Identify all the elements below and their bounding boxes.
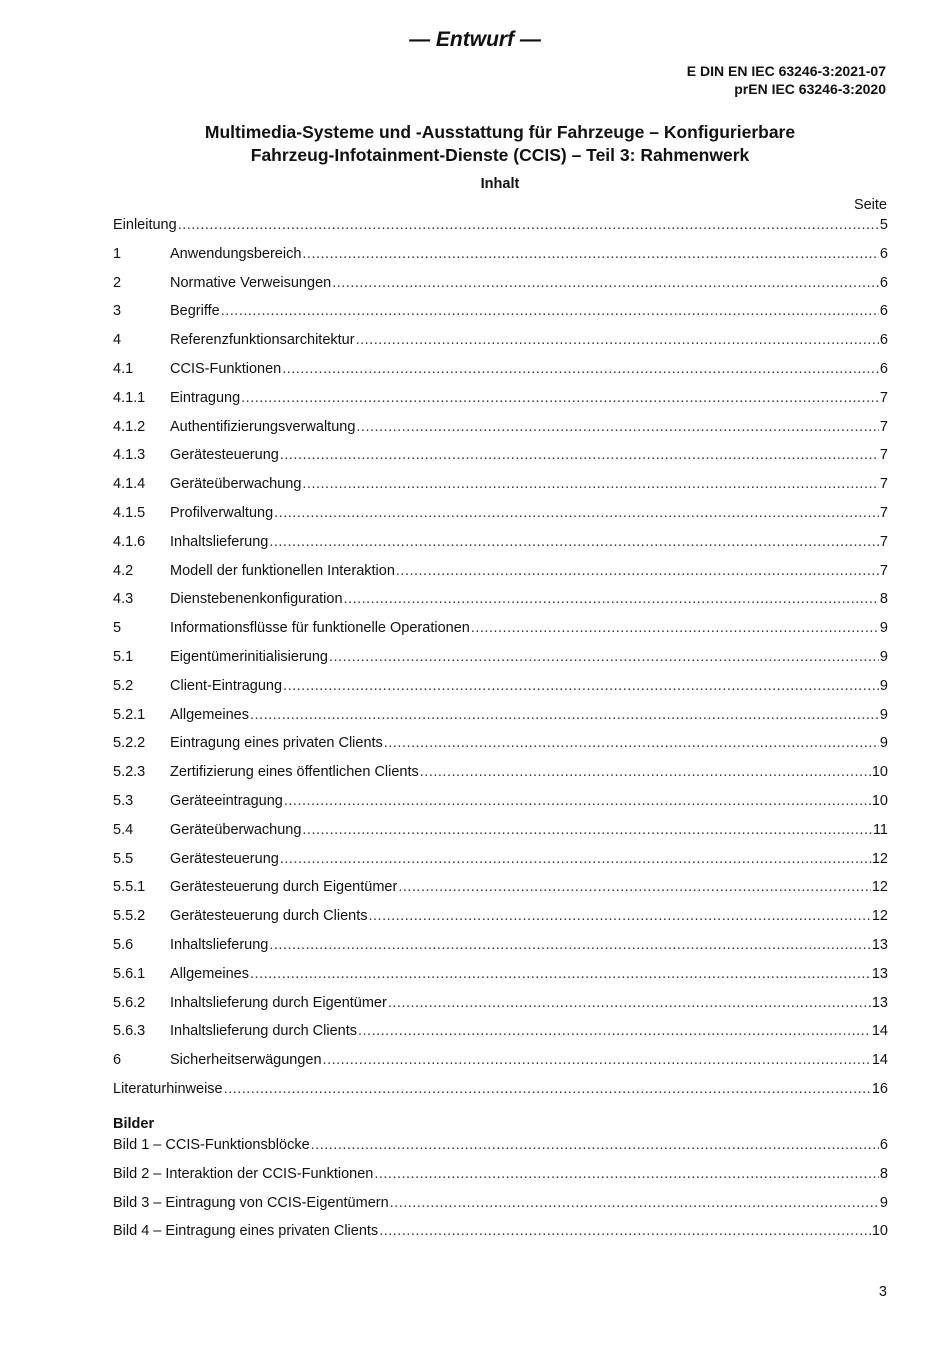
toc-entry-label: Inhaltslieferung: [170, 936, 269, 953]
table-of-contents: [113, 214, 888, 1107]
toc-entry-page: 9: [879, 735, 888, 752]
dot-leader: [398, 876, 871, 898]
toc-entry-page: 7: [879, 476, 888, 493]
toc-entry-page: 7: [879, 389, 888, 406]
toc-entry-label: Informationsflüsse für funktionelle Operationen: [170, 620, 470, 637]
toc-entry-page: 14: [871, 1023, 888, 1040]
toc-entry-label: Eigentümerinitialisierung: [170, 648, 328, 665]
toc-entry-label: Anwendungsbereich: [170, 245, 302, 262]
pren-document-number: prEN IEC 63246-3:2020: [734, 81, 886, 97]
dot-leader: [280, 444, 879, 466]
dot-leader: [302, 473, 879, 495]
toc-entry[interactable]: [113, 790, 888, 819]
toc-entry-label: Eintragung: [170, 389, 241, 406]
toc-heading: Inhalt: [480, 176, 520, 192]
toc-entry[interactable]: [113, 329, 888, 358]
toc-entry[interactable]: [113, 502, 888, 531]
dot-leader: [269, 934, 871, 956]
toc-entry-page: 10: [871, 764, 888, 781]
toc-entry-label: Zertifizierung eines öffentlichen Clients: [170, 764, 419, 781]
toc-entry[interactable]: [113, 1049, 888, 1078]
dot-leader: [284, 790, 871, 812]
toc-entry-label: Gerätesteuerung: [170, 850, 279, 867]
toc-entry-number: 2: [113, 274, 122, 291]
toc-entry-number: 4.1.3: [113, 447, 146, 464]
toc-entry[interactable]: [113, 387, 888, 416]
figure-entry[interactable]: [113, 1192, 888, 1221]
toc-entry-page: 13: [871, 936, 888, 953]
toc-entry-page: 7: [879, 533, 888, 550]
toc-entry-label: Gerätesteuerung durch Clients: [170, 908, 368, 925]
toc-entry-page: 16: [871, 1080, 888, 1097]
toc-entry[interactable]: [113, 416, 888, 445]
toc-entry-label: Gerätesteuerung: [170, 447, 279, 464]
toc-entry-page: 5: [879, 217, 888, 233]
toc-entry[interactable]: [113, 761, 888, 790]
toc-entry-page: 12: [871, 879, 888, 896]
toc-entry-number: 5.1: [113, 648, 134, 665]
document-identifier: [687, 62, 886, 98]
toc-entry-label: Literaturhinweise: [113, 1080, 223, 1097]
toc-entry-number: 5.5: [113, 850, 134, 867]
toc-entry[interactable]: [113, 732, 888, 761]
dot-leader: [283, 675, 879, 697]
toc-entry-number: 4.1.6: [113, 533, 146, 550]
toc-entry-label: Client-Eintragung: [170, 677, 283, 694]
document-title: [0, 121, 950, 167]
toc-entry-number: 5.6: [113, 936, 134, 953]
toc-entry-page: 13: [871, 994, 888, 1011]
toc-entry-label: Referenzfunktionsarchitektur: [170, 332, 355, 349]
dot-leader: [471, 617, 879, 639]
figure-entry-label: Bild 2 – Interaktion der CCIS-Funktionen: [113, 1165, 374, 1182]
dot-leader: [356, 329, 879, 351]
toc-entry-label: Inhaltslieferung durch Eigentümer: [170, 994, 387, 1011]
toc-entry[interactable]: [113, 358, 888, 387]
toc-entry-label: Dienstebenenkonfiguration: [170, 591, 343, 608]
toc-entry[interactable]: [113, 1020, 888, 1049]
toc-entry-number: 4: [113, 332, 122, 349]
dot-leader: [250, 963, 871, 985]
title-line-2: Fahrzeug-Infotainment-Dienste (CCIS) – Teil 3: Rahmenwerk: [250, 145, 750, 165]
figure-entry[interactable]: [113, 1163, 888, 1192]
toc-entry-number: 5.2.2: [113, 735, 146, 752]
toc-entry-number: 5.3: [113, 792, 134, 809]
toc-entry-label: Geräteüberwachung: [170, 476, 302, 493]
dot-leader: [280, 848, 871, 870]
dot-leader: [358, 1020, 871, 1042]
toc-entry-number: 5.2: [113, 677, 134, 694]
toc-entry-number: 4.1.5: [113, 504, 146, 521]
dot-leader: [224, 1078, 871, 1100]
toc-entry-page: 7: [879, 447, 888, 464]
toc-entry[interactable]: [113, 444, 888, 473]
toc-entry-number: 4.1.4: [113, 476, 146, 493]
figure-entry-label: Bild 4 – Eintragung eines privaten Clients: [113, 1223, 379, 1240]
toc-entry-page: 12: [871, 850, 888, 867]
toc-entry-number: 5.6.3: [113, 1023, 146, 1040]
toc-entry[interactable]: [113, 934, 888, 963]
toc-entry-number: 5: [113, 620, 122, 637]
toc-entry-number: 4.1.2: [113, 418, 146, 435]
toc-entry-label: Inhaltslieferung: [170, 533, 269, 550]
dot-leader: [368, 905, 870, 927]
figure-entry-page: 10: [871, 1223, 888, 1240]
toc-entry[interactable]: [113, 272, 888, 301]
dot-leader: [241, 387, 879, 409]
toc-entry-page: 6: [879, 303, 888, 320]
toc-entry-number: 5.4: [113, 821, 134, 838]
toc-entry-label: Modell der funktionellen Interaktion: [170, 562, 395, 579]
toc-entry-page: 7: [879, 418, 888, 435]
dot-leader: [250, 704, 879, 726]
dot-leader: [356, 416, 879, 438]
toc-entry-number: 3: [113, 303, 122, 320]
toc-entry[interactable]: [113, 675, 888, 704]
toc-entry-page: 13: [871, 965, 888, 982]
toc-entry-label: Geräteeintragung: [170, 792, 283, 809]
toc-entry-number: 4.3: [113, 591, 134, 608]
toc-entry-page: 6: [879, 332, 888, 349]
toc-entry-page: 7: [879, 504, 888, 521]
toc-entry-label: Geräteüberwachung: [170, 821, 302, 838]
toc-entry[interactable]: [113, 243, 888, 272]
toc-entry-label: Begriffe: [170, 303, 220, 320]
figure-list: [113, 1114, 888, 1249]
toc-entry-page: 10: [871, 792, 888, 809]
toc-entry-label: Normative Verweisungen: [170, 274, 332, 291]
toc-entry-page: 9: [879, 706, 888, 723]
dot-leader: [332, 272, 879, 294]
figure-entry[interactable]: [113, 1134, 888, 1163]
toc-entry[interactable]: [113, 963, 888, 992]
toc-entry-page: 8: [879, 591, 888, 608]
toc-entry[interactable]: [113, 819, 888, 848]
toc-entry-page: 12: [871, 908, 888, 925]
toc-entry[interactable]: [113, 588, 888, 617]
title-line-1: Multimedia-Systeme und -Ausstattung für Fahrzeuge – Konfigurierbare: [204, 122, 796, 142]
toc-entry-page: 7: [879, 562, 888, 579]
toc-entry-page: 6: [879, 245, 888, 262]
toc-entry-label: Eintragung eines privaten Clients: [170, 735, 383, 752]
toc-entry-label: Allgemeines: [170, 965, 249, 982]
dot-leader: [302, 243, 879, 265]
toc-entry[interactable]: [113, 617, 888, 646]
toc-entry[interactable]: [113, 560, 888, 589]
figure-entry[interactable]: [113, 1220, 888, 1249]
dot-leader: [344, 588, 879, 610]
toc-entry[interactable]: [113, 704, 888, 733]
toc-entry[interactable]: [113, 992, 888, 1021]
dot-leader: [302, 819, 872, 841]
toc-entry-label: Profilverwaltung: [170, 504, 274, 521]
dot-leader: [269, 531, 879, 553]
dot-leader: [311, 1134, 879, 1156]
toc-entry-label: Allgemeines: [170, 706, 249, 723]
din-document-number: E DIN EN IEC 63246-3:2021-07: [686, 63, 886, 79]
figure-entry-label: Bild 1 – CCIS-Funktionsblöcke: [113, 1137, 310, 1153]
figure-entry-page: 9: [879, 1194, 888, 1211]
toc-entry-label: Einleitung: [113, 217, 177, 233]
toc-entry-page: 9: [879, 648, 888, 665]
dot-leader: [374, 1163, 879, 1185]
toc-entry-page: 11: [872, 821, 888, 838]
toc-entry-number: 5.5.1: [113, 879, 146, 896]
draft-banner: — Entwurf —: [409, 28, 541, 51]
toc-entry[interactable]: [113, 473, 888, 502]
toc-entry-page: 9: [879, 677, 888, 694]
toc-entry-number: 5.6.1: [113, 965, 146, 982]
toc-entry[interactable]: [113, 646, 888, 675]
toc-entry-number: 5.2.1: [113, 706, 146, 723]
toc-entry-number: 6: [113, 1052, 122, 1069]
dot-leader: [274, 502, 879, 524]
toc-entry-page: 14: [871, 1052, 888, 1069]
toc-entry-label: CCIS-Funktionen: [170, 360, 282, 377]
toc-entry-number: 5.2.3: [113, 764, 146, 781]
figure-entry-page: 8: [879, 1165, 888, 1182]
toc-entry[interactable]: [113, 848, 888, 877]
toc-entry[interactable]: [113, 905, 888, 934]
toc-entry-label: Gerätesteuerung durch Eigentümer: [170, 879, 398, 896]
toc-entry-number: 5.5.2: [113, 908, 146, 925]
figure-list-heading: Bilder: [113, 1116, 155, 1132]
dot-leader: [323, 1049, 871, 1071]
dot-leader: [329, 646, 879, 668]
toc-entry-label: Inhaltslieferung durch Clients: [170, 1023, 357, 1040]
toc-entry[interactable]: [113, 214, 888, 243]
toc-entry-page: 9: [879, 620, 888, 637]
dot-leader: [396, 560, 879, 582]
toc-entry-label: Sicherheitserwägungen: [170, 1052, 322, 1069]
page-number: 3: [878, 1284, 887, 1300]
figure-entry-label: Bild 3 – Eintragung von CCIS-Eigentümern: [113, 1194, 389, 1211]
dot-leader: [282, 358, 879, 380]
dot-leader: [420, 761, 871, 783]
toc-entry[interactable]: [113, 531, 888, 560]
dot-leader: [178, 214, 879, 236]
toc-entry-number: 4.1: [113, 360, 134, 377]
toc-page-column-label: Seite: [853, 197, 887, 213]
toc-entry-number: 5.6.2: [113, 994, 146, 1011]
toc-entry-number: 4.1.1: [113, 389, 146, 406]
figure-entry-page: 6: [879, 1137, 888, 1153]
toc-entry[interactable]: [113, 1078, 888, 1107]
dot-leader: [388, 992, 871, 1014]
toc-entry-number: 1: [113, 245, 122, 262]
toc-entry[interactable]: [113, 876, 888, 905]
toc-entry-label: Authentifizierungsverwaltung: [170, 418, 356, 435]
dot-leader: [384, 732, 879, 754]
toc-entry-page: 6: [879, 360, 888, 377]
dot-leader: [221, 300, 879, 322]
dot-leader: [379, 1220, 871, 1242]
toc-entry[interactable]: [113, 300, 888, 329]
toc-entry-page: 6: [879, 274, 888, 291]
toc-entry-number: 4.2: [113, 562, 134, 579]
dot-leader: [390, 1192, 879, 1214]
